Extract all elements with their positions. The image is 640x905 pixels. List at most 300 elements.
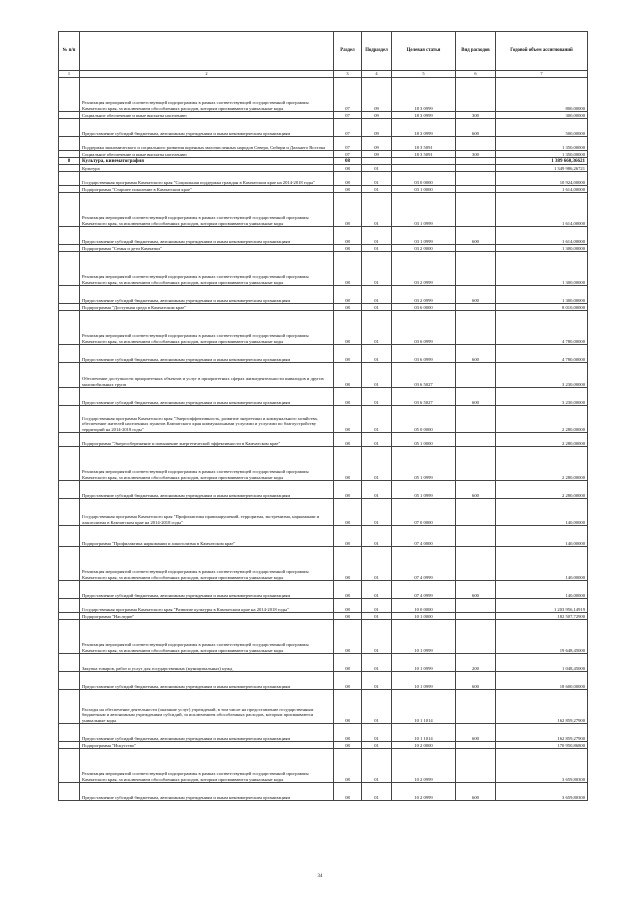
cell-target-article xyxy=(392,165,456,172)
header-name xyxy=(80,32,334,71)
page-number: 34 xyxy=(317,874,323,879)
cell-podrazdel: 01 xyxy=(362,654,392,672)
table-row xyxy=(59,406,588,433)
cell-num xyxy=(59,252,80,286)
cell-expense-type xyxy=(456,526,496,547)
table-row xyxy=(59,581,588,599)
cell-podrazdel: 01 xyxy=(362,304,392,311)
cell-podrazdel: 01 xyxy=(362,724,392,742)
cell-expense-type: 600 xyxy=(456,581,496,599)
cell-podrazdel: 09 xyxy=(362,78,392,112)
cell-expense-type xyxy=(456,406,496,433)
cell-annual-volume: 1 350,00000 xyxy=(496,151,588,158)
cell-annual-volume: 1 349 986,26721 xyxy=(496,165,588,172)
cell-expense-type xyxy=(456,158,496,165)
cell-annual-volume: 18 600,00000 xyxy=(496,672,588,690)
cell-razdel: 08 xyxy=(334,526,362,547)
cell-num xyxy=(59,406,80,433)
cell-expense-type xyxy=(456,165,496,172)
cell-annual-volume: 300,00000 xyxy=(496,112,588,119)
cell-razdel: 08 xyxy=(334,749,362,783)
header-podrazdel: Подраздел xyxy=(362,32,392,71)
cell-podrazdel: 01 xyxy=(362,311,392,345)
cell-name: Предоставление субсидий бюджетным, автономным учреждениям и иным некоммерческим организациям xyxy=(80,783,334,801)
cell-podrazdel: 09 xyxy=(362,119,392,137)
table-row xyxy=(59,724,588,742)
cell-podrazdel: 01 xyxy=(362,172,392,186)
cell-num xyxy=(59,172,80,186)
cell-razdel: 08 xyxy=(334,742,362,749)
cell-razdel: 08 xyxy=(334,620,362,654)
cell-podrazdel: 01 xyxy=(362,406,392,433)
table-row xyxy=(59,304,588,311)
table-row xyxy=(59,286,588,304)
table-row xyxy=(59,252,588,286)
cell-target-article: 05 0 0000 xyxy=(392,406,456,433)
cell-name: Государственная программа Камчатского края "Энергоэффективность, развитие энергетики и коммунального хозяйства, обеспечение жителей населенных пунктов Камчатского края коммунальными услугами и услугами по благоустройству территорий на 2014-2018 годы" xyxy=(80,406,334,433)
cell-razdel: 08 xyxy=(334,245,362,252)
cell-expense-type: 600 xyxy=(456,119,496,137)
cell-target-article: 07 4 0999 xyxy=(392,547,456,581)
cell-target-article: 18 3 5091 xyxy=(392,137,456,151)
cell-podrazdel: 01 xyxy=(362,613,392,620)
cell-razdel: 08 xyxy=(334,252,362,286)
cell-name: Государственная программа Камчатского края "Социальная поддержка граждан в Камчатском крае на 2014-2018 годы" xyxy=(80,172,334,186)
cell-target-article: 10 1 0999 xyxy=(392,654,456,672)
cell-annual-volume: 1 300,00000 xyxy=(496,245,588,252)
cell-razdel: 08 xyxy=(334,599,362,613)
cell-num xyxy=(59,137,80,151)
cell-razdel: 08 xyxy=(334,672,362,690)
cell-annual-volume: 1 048,45000 xyxy=(496,654,588,672)
cell-razdel: 08 xyxy=(334,311,362,345)
cell-expense-type xyxy=(456,363,496,388)
cell-annual-volume: 1 614,00000 xyxy=(496,186,588,193)
cell-annual-volume: 162 859,27900 xyxy=(496,724,588,742)
table-row xyxy=(59,151,588,158)
cell-podrazdel: 09 xyxy=(362,112,392,119)
cell-annual-volume: 1 389 660,36621 xyxy=(496,158,588,165)
cell-razdel: 08 xyxy=(334,724,362,742)
column-index: 6 xyxy=(456,71,496,78)
table-row xyxy=(59,749,588,783)
cell-annual-volume: 3 230,00000 xyxy=(496,388,588,406)
cell-target-article: 03 6 5027 xyxy=(392,388,456,406)
cell-target-article: 10 1 1014 xyxy=(392,690,456,724)
table-row xyxy=(59,388,588,406)
table-row xyxy=(59,620,588,654)
cell-target-article: 10 0 0000 xyxy=(392,599,456,613)
cell-podrazdel: 01 xyxy=(362,227,392,245)
cell-num xyxy=(59,620,80,654)
cell-expense-type xyxy=(456,172,496,186)
table-row xyxy=(59,172,588,186)
table-row xyxy=(59,742,588,749)
cell-annual-volume: 3 230,00000 xyxy=(496,363,588,388)
table-row xyxy=(59,245,588,252)
cell-podrazdel: 09 xyxy=(362,151,392,158)
cell-annual-volume: 140,00000 xyxy=(496,581,588,599)
cell-num xyxy=(59,654,80,672)
table-row xyxy=(59,433,588,447)
cell-name: Культура, кинематография xyxy=(80,158,334,165)
header-annual-volume: Годовой объем ассигнований xyxy=(496,32,588,71)
table-row xyxy=(59,158,588,165)
cell-podrazdel: 01 xyxy=(362,345,392,363)
cell-annual-volume: 19 648,45000 xyxy=(496,620,588,654)
cell-expense-type xyxy=(456,193,496,227)
table-row xyxy=(59,311,588,345)
cell-annual-volume: 3 659,80300 xyxy=(496,783,588,801)
cell-razdel: 08 xyxy=(334,481,362,499)
cell-target-article: 03 2 0999 xyxy=(392,286,456,304)
table-row xyxy=(59,78,588,112)
cell-num xyxy=(59,672,80,690)
cell-podrazdel: 01 xyxy=(362,526,392,547)
cell-razdel: 08 xyxy=(334,499,362,526)
cell-expense-type: 600 xyxy=(456,286,496,304)
cell-name: Расходы на обеспечение деятельности (оказание услуг) учреждений, в том числе на предоставление государственным бюджетным и автономным учреждениям субсидий, за исключением обособленных расходов, которым присваиваются уникальные коды xyxy=(80,690,334,724)
cell-target-article xyxy=(392,158,456,165)
table-row xyxy=(59,654,588,672)
cell-expense-type xyxy=(456,78,496,112)
cell-razdel: 08 xyxy=(334,363,362,388)
header-num: № п/п xyxy=(59,32,80,71)
cell-expense-type: 600 xyxy=(456,783,496,801)
cell-expense-type xyxy=(456,245,496,252)
cell-podrazdel: 01 xyxy=(362,286,392,304)
cell-name: Подпрограмма "Наследие" xyxy=(80,613,334,620)
cell-podrazdel: 01 xyxy=(362,499,392,526)
cell-razdel: 08 xyxy=(334,193,362,227)
cell-annual-volume: 4 780,00000 xyxy=(496,345,588,363)
cell-expense-type xyxy=(456,311,496,345)
cell-target-article: 18 3 0999 xyxy=(392,78,456,112)
cell-name: Предоставление субсидий бюджетным, автономным учреждениям и иным некоммерческим организациям xyxy=(80,388,334,406)
cell-annual-volume: 1 203 956,14919 xyxy=(496,599,588,613)
cell-razdel: 08 xyxy=(334,783,362,801)
cell-expense-type xyxy=(456,137,496,151)
cell-annual-volume: 1 300,00000 xyxy=(496,252,588,286)
cell-annual-volume: 2 280,00000 xyxy=(496,447,588,481)
cell-expense-type: 600 xyxy=(456,227,496,245)
cell-num xyxy=(59,481,80,499)
cell-num xyxy=(59,749,80,783)
cell-expense-type xyxy=(456,252,496,286)
cell-name: Подпрограмма "Семья и дети Камчатки" xyxy=(80,245,334,252)
cell-annual-volume: 500,00000 xyxy=(496,119,588,137)
cell-num xyxy=(59,724,80,742)
cell-annual-volume: 1 350,00000 xyxy=(496,137,588,151)
cell-razdel: 08 xyxy=(334,406,362,433)
cell-num xyxy=(59,119,80,137)
cell-annual-volume: 3 659,80300 xyxy=(496,749,588,783)
cell-num xyxy=(59,304,80,311)
cell-num xyxy=(59,193,80,227)
cell-razdel: 08 xyxy=(334,433,362,447)
cell-name: Предоставление субсидий бюджетным, автономным учреждениям и иным некоммерческим организациям xyxy=(80,345,334,363)
table-row xyxy=(59,345,588,363)
cell-expense-type xyxy=(456,742,496,749)
cell-num xyxy=(59,547,80,581)
cell-podrazdel: 01 xyxy=(362,388,392,406)
cell-razdel: 08 xyxy=(334,227,362,245)
budget-table xyxy=(58,31,588,801)
cell-razdel: 08 xyxy=(334,345,362,363)
cell-name: Предоставление субсидий бюджетным, автономным учреждениям и иным некоммерческим организациям xyxy=(80,481,334,499)
cell-name: Государственная программа Камчатского края "Профилактика правонарушений, терроризма, экстремизма, наркомании и алкоголизма в Камчатском крае на 2014-2018 годы" xyxy=(80,499,334,526)
table-body xyxy=(59,78,588,801)
header-razdel: Раздел xyxy=(334,32,362,71)
cell-expense-type: 300 xyxy=(456,151,496,158)
column-index: 2 xyxy=(80,71,334,78)
cell-target-article: 07 4 0000 xyxy=(392,526,456,547)
cell-name: Предоставление субсидий бюджетным, автономным учреждениям и иным некоммерческим организациям xyxy=(80,724,334,742)
cell-target-article: 03 6 0000 xyxy=(392,304,456,311)
table-row xyxy=(59,613,588,620)
cell-name: Предоставление субсидий бюджетным, автономным учреждениям и иным некоммерческим организациям xyxy=(80,672,334,690)
cell-annual-volume: 8 010,00000 xyxy=(496,304,588,311)
cell-razdel: 08 xyxy=(334,690,362,724)
cell-num xyxy=(59,783,80,801)
cell-razdel: 08 xyxy=(334,388,362,406)
cell-name: Подпрограмма "Энергосбережение и повышение энергетической эффективности в Камчатском крае" xyxy=(80,433,334,447)
column-index: 1 xyxy=(59,71,80,78)
cell-expense-type xyxy=(456,749,496,783)
table-row xyxy=(59,112,588,119)
cell-num xyxy=(59,363,80,388)
cell-name: Предоставление субсидий бюджетным, автономным учреждениям и иным некоммерческим организациям xyxy=(80,119,334,137)
table-row xyxy=(59,526,588,547)
table-header-row xyxy=(59,32,588,71)
cell-annual-volume: 140,00000 xyxy=(496,499,588,526)
cell-name: Реализация мероприятий соответствующей подпрограммы в рамках соответствующей государственной программы Камчатского края, за исключением обособленных расходов, которым присваиваются уникальные коды xyxy=(80,252,334,286)
table-row xyxy=(59,193,588,227)
cell-expense-type: 300 xyxy=(456,112,496,119)
cell-annual-volume: 1 614,00000 xyxy=(496,227,588,245)
cell-target-article: 10 1 0000 xyxy=(392,613,456,620)
cell-expense-type: 600 xyxy=(456,481,496,499)
cell-target-article: 03 2 0000 xyxy=(392,245,456,252)
cell-podrazdel: 01 xyxy=(362,193,392,227)
cell-razdel: 08 xyxy=(334,172,362,186)
table-row xyxy=(59,227,588,245)
column-index: 3 xyxy=(334,71,362,78)
cell-name: Закупка товаров, работ и услуг для государственных (муниципальных) нужд xyxy=(80,654,334,672)
cell-podrazdel: 01 xyxy=(362,447,392,481)
cell-name: Подпрограмма "Доступная среда в Камчатском крае" xyxy=(80,304,334,311)
cell-target-article: 18 3 5091 xyxy=(392,151,456,158)
cell-name: Предоставление субсидий бюджетным, автономным учреждениям и иным некоммерческим организациям xyxy=(80,286,334,304)
cell-num xyxy=(59,599,80,613)
cell-podrazdel: 01 xyxy=(362,252,392,286)
cell-num xyxy=(59,227,80,245)
cell-expense-type: 600 xyxy=(456,724,496,742)
cell-podrazdel: 01 xyxy=(362,433,392,447)
cell-expense-type xyxy=(456,599,496,613)
cell-num xyxy=(59,286,80,304)
cell-podrazdel: 01 xyxy=(362,690,392,724)
cell-expense-type xyxy=(456,620,496,654)
cell-podrazdel: 01 xyxy=(362,749,392,783)
cell-razdel: 08 xyxy=(334,286,362,304)
cell-razdel: 07 xyxy=(334,78,362,112)
cell-target-article: 10 1 0999 xyxy=(392,620,456,654)
cell-name: Реализация мероприятий соответствующей подпрограммы в рамках соответствующей государственной программы Камчатского края, за исключением обособленных расходов, которым присваиваются уникальные коды xyxy=(80,620,334,654)
cell-num xyxy=(59,112,80,119)
cell-expense-type xyxy=(456,433,496,447)
cell-target-article: 10 2 0999 xyxy=(392,749,456,783)
cell-target-article: 03 1 0999 xyxy=(392,227,456,245)
cell-expense-type xyxy=(456,613,496,620)
cell-podrazdel: 09 xyxy=(362,137,392,151)
cell-target-article: 03 1 0000 xyxy=(392,186,456,193)
table-row xyxy=(59,599,588,613)
cell-name: Реализация мероприятий соответствующей подпрограммы в рамках соответствующей государственной программы Камчатского края, за исключением обособленных расходов, которым присваиваются уникальные коды xyxy=(80,749,334,783)
cell-expense-type xyxy=(456,186,496,193)
cell-annual-volume: 140,00000 xyxy=(496,547,588,581)
budget-table-sheet xyxy=(58,31,587,801)
cell-name: Реализация мероприятий соответствующей подпрограммы в рамках соответствующей государственной программы Камчатского края, за исключением обособленных расходов, которым присваиваются уникальные коды xyxy=(80,311,334,345)
cell-podrazdel: 01 xyxy=(362,742,392,749)
table-row xyxy=(59,547,588,581)
cell-podrazdel xyxy=(362,158,392,165)
cell-target-article: 18 3 0999 xyxy=(392,119,456,137)
cell-annual-volume: 2 280,00000 xyxy=(496,481,588,499)
cell-annual-volume: 170 950,86800 xyxy=(496,742,588,749)
cell-target-article: 18 3 0999 xyxy=(392,112,456,119)
cell-expense-type xyxy=(456,499,496,526)
cell-num xyxy=(59,433,80,447)
cell-annual-volume: 140,00000 xyxy=(496,526,588,547)
cell-num xyxy=(59,499,80,526)
cell-name: Реализация мероприятий соответствующей подпрограммы в рамках соответствующей государственной программы Камчатского края, за исключением обособленных расходов, которым присваиваются уникальные коды xyxy=(80,193,334,227)
cell-annual-volume: 162 859,27900 xyxy=(496,690,588,724)
cell-annual-volume: 182 507,72900 xyxy=(496,613,588,620)
cell-target-article: 10 2 0000 xyxy=(392,742,456,749)
cell-annual-volume: 800,00000 xyxy=(496,78,588,112)
table-row xyxy=(59,783,588,801)
cell-name: Предоставление субсидий бюджетным, автономным учреждениям и иным некоммерческим организациям xyxy=(80,227,334,245)
cell-target-article: 03 6 0999 xyxy=(392,311,456,345)
cell-annual-volume: 1 300,00000 xyxy=(496,286,588,304)
cell-target-article: 03 6 5027 xyxy=(392,363,456,388)
cell-num xyxy=(59,78,80,112)
cell-num xyxy=(59,245,80,252)
cell-razdel: 07 xyxy=(334,119,362,137)
table-row xyxy=(59,165,588,172)
cell-podrazdel: 01 xyxy=(362,547,392,581)
cell-target-article: 10 2 0999 xyxy=(392,783,456,801)
cell-razdel: 08 xyxy=(334,581,362,599)
cell-target-article: 03 2 0999 xyxy=(392,252,456,286)
cell-target-article: 07 0 0000 xyxy=(392,499,456,526)
cell-expense-type: 600 xyxy=(456,345,496,363)
cell-expense-type xyxy=(456,547,496,581)
cell-razdel: 08 xyxy=(334,186,362,193)
cell-name: Государственная программа Камчатского края "Развитие культуры в Камчатском крае на 2014-2018 годы" xyxy=(80,599,334,613)
cell-num xyxy=(59,447,80,481)
cell-num xyxy=(59,345,80,363)
cell-num xyxy=(59,613,80,620)
cell-target-article: 05 1 0999 xyxy=(392,447,456,481)
table-row xyxy=(59,447,588,481)
cell-expense-type: 200 xyxy=(456,654,496,672)
column-index: 5 xyxy=(392,71,456,78)
column-index: 4 xyxy=(362,71,392,78)
cell-name: Подпрограмма "Искусство" xyxy=(80,742,334,749)
cell-target-article: 03 6 0999 xyxy=(392,345,456,363)
cell-podrazdel: 01 xyxy=(362,363,392,388)
cell-razdel: 08 xyxy=(334,304,362,311)
cell-expense-type xyxy=(456,690,496,724)
cell-podrazdel: 01 xyxy=(362,186,392,193)
cell-expense-type xyxy=(456,447,496,481)
cell-razdel: 07 xyxy=(334,151,362,158)
cell-expense-type xyxy=(456,304,496,311)
cell-num xyxy=(59,311,80,345)
cell-target-article: 05 1 0999 xyxy=(392,481,456,499)
header-target-article: Целевая статья xyxy=(392,32,456,71)
table-row xyxy=(59,481,588,499)
cell-target-article: 07 4 0999 xyxy=(392,581,456,599)
table-row xyxy=(59,690,588,724)
cell-annual-volume: 10 924,00000 xyxy=(496,172,588,186)
cell-num xyxy=(59,165,80,172)
cell-razdel: 07 xyxy=(334,112,362,119)
cell-num xyxy=(59,186,80,193)
cell-annual-volume: 1 614,00000 xyxy=(496,193,588,227)
cell-podrazdel: 01 xyxy=(362,581,392,599)
cell-razdel: 08 xyxy=(334,547,362,581)
column-index: 7 xyxy=(496,71,588,78)
table-row xyxy=(59,672,588,690)
cell-num xyxy=(59,581,80,599)
cell-name: Реализация мероприятий соответствующей подпрограммы в рамках соответствующей государственной программы Камчатского края, за исключением обособленных расходов, которым присваиваются уникальные коды xyxy=(80,447,334,481)
cell-expense-type: 600 xyxy=(456,388,496,406)
cell-name: Социальное обеспечение и иные выплаты населению xyxy=(80,112,334,119)
table-row xyxy=(59,119,588,137)
table-row xyxy=(59,363,588,388)
cell-podrazdel: 01 xyxy=(362,783,392,801)
cell-name: Поддержка экономического и социального развития коренных малочисленных народов Севера, Сибири и Дальнего Востока xyxy=(80,137,334,151)
cell-annual-volume: 4 780,00000 xyxy=(496,311,588,345)
cell-expense-type: 600 xyxy=(456,672,496,690)
cell-razdel: 07 xyxy=(334,137,362,151)
cell-name: Обеспечение доступности приоритетных объектов и услуг в приоритетных сферах жизнедеятельности инвалидов и других маломобильных групп xyxy=(80,363,334,388)
cell-name: Социальное обеспечение и иные выплаты населению xyxy=(80,151,334,158)
cell-name: Предоставление субсидий бюджетным, автономным учреждениям и иным некоммерческим организациям xyxy=(80,581,334,599)
table-row xyxy=(59,499,588,526)
cell-num xyxy=(59,690,80,724)
cell-annual-volume: 2 280,00000 xyxy=(496,406,588,433)
cell-name: Культура xyxy=(80,165,334,172)
table-row xyxy=(59,186,588,193)
cell-target-article: 03 1 0999 xyxy=(392,193,456,227)
column-index-row xyxy=(59,71,588,78)
cell-razdel: 08 xyxy=(334,613,362,620)
cell-razdel: 08 xyxy=(334,447,362,481)
cell-razdel: 08 xyxy=(334,654,362,672)
cell-target-article: 10 1 1014 xyxy=(392,724,456,742)
cell-num xyxy=(59,742,80,749)
cell-razdel: 08 xyxy=(334,165,362,172)
cell-razdel: 08 xyxy=(334,158,362,165)
cell-podrazdel: 01 xyxy=(362,481,392,499)
cell-podrazdel: 01 xyxy=(362,620,392,654)
table-row xyxy=(59,137,588,151)
cell-num: 8 xyxy=(59,158,80,165)
